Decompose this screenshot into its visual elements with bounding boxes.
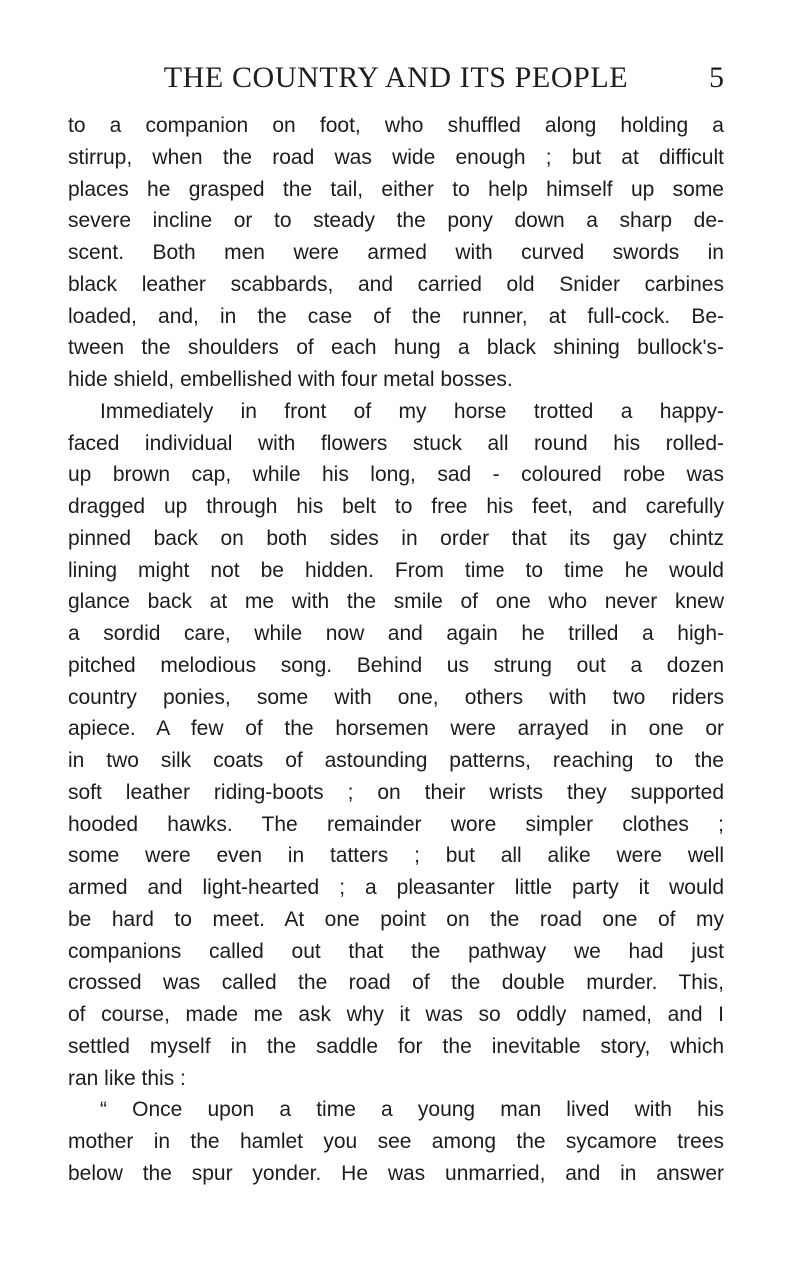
- paragraph-start-line: “ Once upon a time a young man lived with his: [100, 1098, 724, 1122]
- text-line: stirrup, when the road was wide enough ; but at difficult: [68, 145, 724, 169]
- text-line: in two silk coats of astounding patterns, reaching to the: [68, 749, 724, 772]
- page-number: 5: [709, 61, 724, 94]
- text-line: pinned back on both sides in order that its gay chintz: [68, 526, 724, 550]
- text-line: be hard to meet. At one point on the road one of my: [68, 907, 724, 931]
- text-line: of course, made me ask why it was so oddly named, and I: [68, 1003, 724, 1026]
- text-line: black leather scabbards, and carried old Snider carbines: [68, 272, 724, 296]
- text-line: armed and light-hearted ; a pleasanter little party it would: [68, 876, 724, 899]
- text-line: settled myself in the saddle for the inevitable story, which: [68, 1034, 724, 1058]
- text-line: mother in the hamlet you see among the sycamore trees: [68, 1130, 724, 1153]
- text-line: hooded hawks. The remainder wore simpler clothes ;: [68, 812, 724, 836]
- text-line: places he grasped the tail, either to help himself up some: [68, 177, 724, 201]
- text-line: lining might not be hidden. From time to time he would: [68, 558, 724, 582]
- text-line: below the spur yonder. He was unmarried, and in answer: [68, 1161, 724, 1185]
- paragraph-start-line: Immediately in front of my horse trotted a happy-: [100, 399, 724, 423]
- running-header: [68, 56, 724, 100]
- text-line: dragged up through his belt to free his feet, and carefully: [68, 495, 724, 518]
- text-line: crossed was called the road of the double murder. This,: [68, 971, 724, 995]
- text-line: severe incline or to steady the pony down a sharp de-: [68, 209, 724, 233]
- text-line: apiece. A few of the horsemen were arrayed in one or: [68, 717, 724, 741]
- text-line: faced individual with flowers stuck all round his rolled-: [68, 431, 724, 455]
- text-line: tween the shoulders of each hung a black shining bullock's-: [68, 336, 724, 360]
- text-line: pitched melodious song. Behind us strung out a dozen: [68, 653, 724, 677]
- body-text: [68, 110, 724, 1190]
- text-line: loaded, and, in the case of the runner, at full-cock. Be-: [68, 304, 724, 328]
- text-line: country ponies, some with one, others with two riders: [68, 685, 724, 709]
- text-line: glance back at me with the smile of one who never knew: [68, 590, 724, 614]
- text-line: hide shield, embellished with four metal bosses.: [68, 368, 513, 391]
- text-line: up brown cap, while his long, sad - coloured robe was: [68, 463, 724, 487]
- text-line: companions called out that the pathway we had just: [68, 939, 724, 963]
- text-line: scent. Both men were armed with curved swords in: [68, 241, 724, 264]
- text-line: to a companion on foot, who shuffled along holding a: [68, 114, 724, 137]
- text-line: some were even in tatters ; but all alike were well: [68, 844, 724, 868]
- text-line: a sordid care, while now and again he trilled a high-: [68, 622, 724, 645]
- text-line: soft leather riding-boots ; on their wrists they supported: [68, 780, 724, 804]
- running-title: THE COUNTRY AND ITS PEOPLE: [163, 61, 629, 94]
- text-line: ran like this :: [68, 1066, 186, 1090]
